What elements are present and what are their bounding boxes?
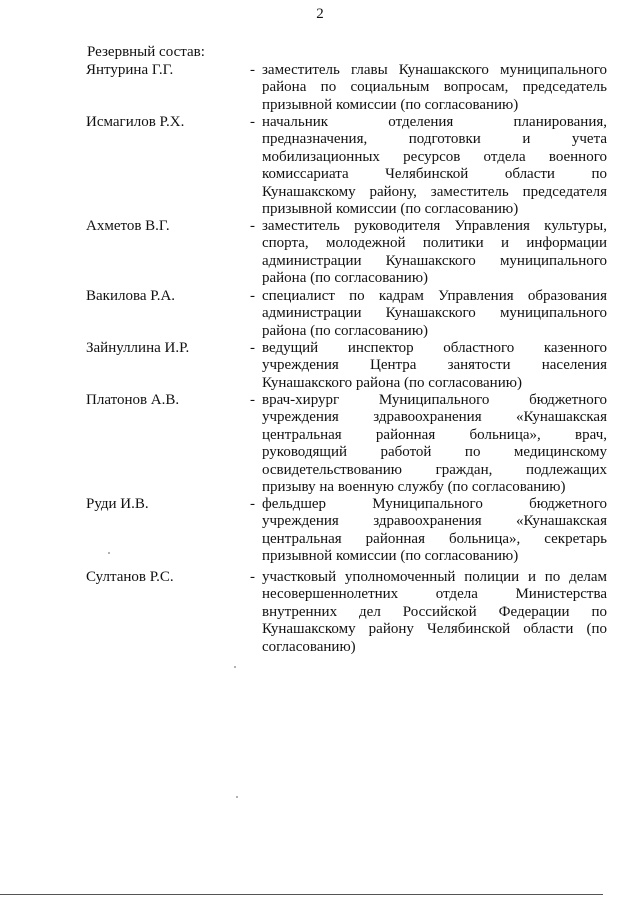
member-role	[262, 218, 607, 288]
member-name: Янтурина Г.Г.	[86, 62, 174, 78]
role-line: участковый уполномоченный полиции и по делам	[262, 569, 607, 585]
member-role	[262, 569, 607, 656]
member-role	[262, 392, 607, 496]
scan-speck	[234, 666, 236, 668]
role-line: призывной комиссии (по согласованию)	[262, 548, 519, 565]
role-line: спорта, молодежной политики и информации	[262, 235, 607, 252]
role-line: учреждения здравоохранения «Кунашакская	[262, 513, 607, 530]
role-line: мобилизационных ресурсов отдела военного	[262, 148, 607, 165]
role-line: фельдшер Муниципального бюджетного	[262, 496, 607, 512]
role-line: освидетельствованию граждан, подлежащих	[262, 461, 607, 478]
footer-divider	[0, 894, 603, 895]
role-line: района (по согласованию)	[262, 322, 429, 339]
scan-speck	[236, 796, 238, 798]
role-line: заместитель главы Кунашакского муниципального	[262, 62, 607, 78]
reserve-heading: Резервный состав:	[87, 44, 205, 60]
separator-dash: -	[250, 392, 255, 408]
member-name: Платонов А.В.	[86, 392, 180, 408]
role-line: согласованию)	[262, 638, 356, 655]
separator-dash: -	[250, 496, 255, 512]
separator-dash: -	[250, 569, 255, 585]
role-line: врач-хирург Муниципального бюджетного	[262, 392, 607, 408]
member-name: Зайнуллина И.Р.	[86, 340, 190, 356]
separator-dash: -	[250, 62, 255, 78]
role-line: руководящий работой по медицинскому	[262, 444, 607, 461]
separator-dash: -	[250, 340, 255, 356]
role-line: призывной комиссии (по согласованию)	[262, 96, 519, 113]
member-role	[262, 62, 607, 114]
separator-dash: -	[250, 288, 255, 304]
page-number: 2	[316, 6, 324, 22]
role-line: призыву на военную службу (по согласованию)	[262, 479, 566, 496]
role-line: учреждения Центра занятости населения	[262, 357, 607, 374]
role-line: внутренних дел Российской Федерации по	[262, 603, 607, 620]
role-line: администрации Кунашакского муниципального	[262, 252, 607, 269]
role-line: Кунашакскому району Челябинской области (по	[262, 621, 607, 638]
role-line: несовершеннолетних отдела Министерства	[262, 586, 607, 603]
role-line: предназначения, подготовки и учета	[262, 131, 607, 148]
role-line: учреждения здравоохранения «Кунашакская	[262, 409, 607, 426]
member-role	[262, 496, 607, 566]
role-line: призывной комиссии (по согласованию)	[262, 201, 519, 218]
member-name: Исмагилов Р.Х.	[86, 114, 185, 130]
role-line: администрации Кунашакского муниципального	[262, 305, 607, 322]
role-line: Кунашакскому району, заместитель председателя	[262, 183, 607, 200]
member-name: Вакилова Р.А.	[86, 288, 176, 304]
role-line: района (по согласованию)	[262, 270, 429, 287]
separator-dash: -	[250, 114, 255, 130]
member-name: Султанов Р.С.	[86, 569, 174, 585]
role-line: комиссариата Челябинской области по	[262, 166, 607, 183]
role-line: начальник отделения планирования,	[262, 114, 607, 130]
role-line: центральная районная больница», секретарь	[262, 530, 607, 547]
role-line: специалист по кадрам Управления образования	[262, 288, 607, 304]
role-line: заместитель руководителя Управления культуры,	[262, 218, 607, 234]
role-line: района по социальным вопросам, председатель	[262, 79, 607, 96]
member-role	[262, 340, 607, 392]
member-role	[262, 114, 607, 218]
role-line: Кунашакского района (по согласованию)	[262, 374, 522, 391]
role-line: центральная районная больница», врач,	[262, 426, 607, 443]
member-name: Ахметов В.Г.	[86, 218, 170, 234]
separator-dash: -	[250, 218, 255, 234]
role-line: ведущий инспектор областного казенного	[262, 340, 607, 356]
member-role	[262, 288, 607, 340]
scan-speck	[108, 552, 110, 554]
member-name: Руди И.В.	[86, 496, 149, 512]
